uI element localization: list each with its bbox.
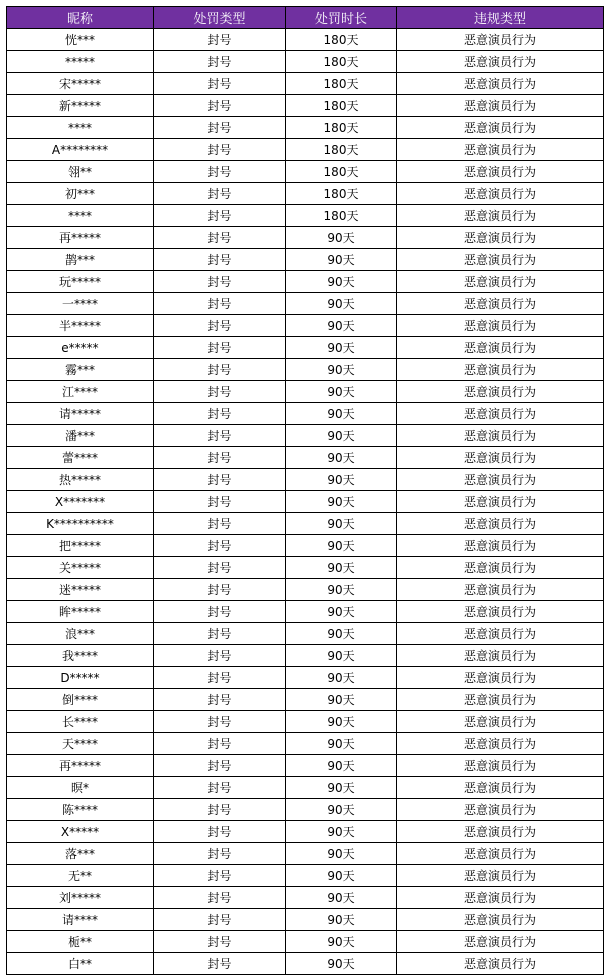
violation-type-cell: 恶意演员行为 xyxy=(397,843,604,865)
penalty-type-cell: 封号 xyxy=(154,51,286,73)
table-row xyxy=(7,469,604,491)
penalty-duration-cell: 180天 xyxy=(286,205,397,227)
nickname-cell: 翎** xyxy=(7,161,154,183)
violation-type-cell: 恶意演员行为 xyxy=(397,931,604,953)
nickname-cell: 迷***** xyxy=(7,579,154,601)
table-row xyxy=(7,645,604,667)
penalty-duration-cell: 90天 xyxy=(286,623,397,645)
penalty-duration-cell: 90天 xyxy=(286,953,397,975)
table-row xyxy=(7,117,604,139)
penalty-type-cell: 封号 xyxy=(154,623,286,645)
penalty-type-cell: 封号 xyxy=(154,799,286,821)
nickname-cell: 浪*** xyxy=(7,623,154,645)
violation-type-cell: 恶意演员行为 xyxy=(397,755,604,777)
violation-type-cell: 恶意演员行为 xyxy=(397,865,604,887)
penalty-duration-cell: 90天 xyxy=(286,535,397,557)
nickname-cell: 恍*** xyxy=(7,29,154,51)
table-row xyxy=(7,909,604,931)
table-row xyxy=(7,293,604,315)
nickname-cell: ***** xyxy=(7,51,154,73)
violation-type-cell: 恶意演员行为 xyxy=(397,293,604,315)
table-row xyxy=(7,249,604,271)
violation-type-cell: 恶意演员行为 xyxy=(397,777,604,799)
violation-type-cell: 恶意演员行为 xyxy=(397,425,604,447)
nickname-cell: 无** xyxy=(7,865,154,887)
penalty-duration-cell: 180天 xyxy=(286,73,397,95)
violation-type-cell: 恶意演员行为 xyxy=(397,601,604,623)
penalty-duration-cell: 90天 xyxy=(286,403,397,425)
penalty-type-cell: 封号 xyxy=(154,227,286,249)
violation-type-cell: 恶意演员行为 xyxy=(397,403,604,425)
penalty-duration-cell: 90天 xyxy=(286,843,397,865)
nickname-cell: 鹊*** xyxy=(7,249,154,271)
table-row xyxy=(7,535,604,557)
header-nickname: 昵称 xyxy=(7,7,154,29)
penalty-type-cell: 封号 xyxy=(154,381,286,403)
penalty-type-cell: 封号 xyxy=(154,865,286,887)
table-row xyxy=(7,623,604,645)
penalty-type-cell: 封号 xyxy=(154,447,286,469)
penalty-type-cell: 封号 xyxy=(154,139,286,161)
nickname-cell: 蕾**** xyxy=(7,447,154,469)
violation-type-cell: 恶意演员行为 xyxy=(397,29,604,51)
table-row xyxy=(7,315,604,337)
violation-type-cell: 恶意演员行为 xyxy=(397,623,604,645)
violation-type-cell: 恶意演员行为 xyxy=(397,513,604,535)
table-row xyxy=(7,205,604,227)
penalty-duration-cell: 90天 xyxy=(286,799,397,821)
penalty-type-cell: 封号 xyxy=(154,931,286,953)
nickname-cell: 落*** xyxy=(7,843,154,865)
table-body xyxy=(7,29,604,975)
penalty-type-cell: 封号 xyxy=(154,29,286,51)
table-row xyxy=(7,843,604,865)
violation-type-cell: 恶意演员行为 xyxy=(397,227,604,249)
nickname-cell: 再***** xyxy=(7,755,154,777)
nickname-cell: A******** xyxy=(7,139,154,161)
table-row xyxy=(7,513,604,535)
penalty-type-cell: 封号 xyxy=(154,579,286,601)
nickname-cell: 新***** xyxy=(7,95,154,117)
nickname-cell: 请***** xyxy=(7,403,154,425)
header-penalty-type: 处罚类型 xyxy=(154,7,286,29)
nickname-cell: 眸***** xyxy=(7,601,154,623)
penalty-duration-cell: 180天 xyxy=(286,29,397,51)
table-row xyxy=(7,953,604,975)
penalty-duration-cell: 90天 xyxy=(286,865,397,887)
table-row xyxy=(7,183,604,205)
nickname-cell: 刘***** xyxy=(7,887,154,909)
penalty-duration-cell: 90天 xyxy=(286,293,397,315)
penalty-duration-cell: 90天 xyxy=(286,359,397,381)
penalty-duration-cell: 180天 xyxy=(286,51,397,73)
violation-type-cell: 恶意演员行为 xyxy=(397,469,604,491)
table-row xyxy=(7,73,604,95)
penalty-duration-cell: 90天 xyxy=(286,821,397,843)
penalty-duration-cell: 90天 xyxy=(286,491,397,513)
violation-type-cell: 恶意演员行为 xyxy=(397,799,604,821)
table-row xyxy=(7,667,604,689)
nickname-cell: 热***** xyxy=(7,469,154,491)
nickname-cell: 半***** xyxy=(7,315,154,337)
nickname-cell: D***** xyxy=(7,667,154,689)
penalty-type-cell: 封号 xyxy=(154,953,286,975)
table-row xyxy=(7,711,604,733)
violation-type-cell: 恶意演员行为 xyxy=(397,953,604,975)
nickname-cell: e***** xyxy=(7,337,154,359)
nickname-cell: 栀** xyxy=(7,931,154,953)
penalty-duration-cell: 90天 xyxy=(286,931,397,953)
penalty-duration-cell: 90天 xyxy=(286,579,397,601)
penalty-duration-cell: 90天 xyxy=(286,711,397,733)
violation-type-cell: 恶意演员行为 xyxy=(397,183,604,205)
penalty-duration-cell: 90天 xyxy=(286,425,397,447)
penalty-duration-cell: 90天 xyxy=(286,315,397,337)
violation-type-cell: 恶意演员行为 xyxy=(397,117,604,139)
penalty-duration-cell: 90天 xyxy=(286,513,397,535)
penalty-duration-cell: 90天 xyxy=(286,469,397,491)
penalty-duration-cell: 90天 xyxy=(286,227,397,249)
table-row xyxy=(7,51,604,73)
violation-type-cell: 恶意演员行为 xyxy=(397,667,604,689)
table-row xyxy=(7,139,604,161)
violation-type-cell: 恶意演员行为 xyxy=(397,447,604,469)
penalty-duration-cell: 90天 xyxy=(286,909,397,931)
nickname-cell: 我**** xyxy=(7,645,154,667)
violation-type-cell: 恶意演员行为 xyxy=(397,73,604,95)
penalty-type-cell: 封号 xyxy=(154,491,286,513)
violation-type-cell: 恶意演员行为 xyxy=(397,557,604,579)
nickname-cell: **** xyxy=(7,205,154,227)
penalty-type-cell: 封号 xyxy=(154,425,286,447)
penalty-type-cell: 封号 xyxy=(154,755,286,777)
penalty-type-cell: 封号 xyxy=(154,117,286,139)
penalty-type-cell: 封号 xyxy=(154,271,286,293)
nickname-cell: 宋***** xyxy=(7,73,154,95)
nickname-cell: 白** xyxy=(7,953,154,975)
table-row xyxy=(7,931,604,953)
penalty-type-cell: 封号 xyxy=(154,601,286,623)
penalty-type-cell: 封号 xyxy=(154,183,286,205)
table-row xyxy=(7,403,604,425)
table-row xyxy=(7,161,604,183)
violation-type-cell: 恶意演员行为 xyxy=(397,51,604,73)
table-row xyxy=(7,381,604,403)
table-row xyxy=(7,447,604,469)
penalty-table-wrapper xyxy=(6,6,603,975)
penalty-type-cell: 封号 xyxy=(154,403,286,425)
table-row xyxy=(7,601,604,623)
penalty-type-cell: 封号 xyxy=(154,469,286,491)
table-row xyxy=(7,271,604,293)
penalty-type-cell: 封号 xyxy=(154,821,286,843)
violation-type-cell: 恶意演员行为 xyxy=(397,337,604,359)
header-penalty-duration: 处罚时长 xyxy=(286,7,397,29)
penalty-duration-cell: 90天 xyxy=(286,381,397,403)
nickname-cell: 请**** xyxy=(7,909,154,931)
violation-type-cell: 恶意演员行为 xyxy=(397,139,604,161)
table-row xyxy=(7,491,604,513)
violation-type-cell: 恶意演员行为 xyxy=(397,733,604,755)
violation-type-cell: 恶意演员行为 xyxy=(397,205,604,227)
violation-type-cell: 恶意演员行为 xyxy=(397,821,604,843)
penalty-type-cell: 封号 xyxy=(154,73,286,95)
nickname-cell: 天**** xyxy=(7,733,154,755)
nickname-cell: 关***** xyxy=(7,557,154,579)
table-row xyxy=(7,227,604,249)
table-row xyxy=(7,425,604,447)
nickname-cell: 陈**** xyxy=(7,799,154,821)
penalty-table xyxy=(6,6,604,975)
table-header-row xyxy=(7,7,604,29)
penalty-duration-cell: 180天 xyxy=(286,139,397,161)
nickname-cell: X***** xyxy=(7,821,154,843)
nickname-cell: 把***** xyxy=(7,535,154,557)
violation-type-cell: 恶意演员行为 xyxy=(397,271,604,293)
nickname-cell: X******* xyxy=(7,491,154,513)
penalty-duration-cell: 90天 xyxy=(286,667,397,689)
nickname-cell: K********** xyxy=(7,513,154,535)
table-row xyxy=(7,29,604,51)
penalty-type-cell: 封号 xyxy=(154,359,286,381)
penalty-type-cell: 封号 xyxy=(154,667,286,689)
penalty-type-cell: 封号 xyxy=(154,909,286,931)
penalty-type-cell: 封号 xyxy=(154,513,286,535)
table-row xyxy=(7,579,604,601)
nickname-cell: 倒**** xyxy=(7,689,154,711)
penalty-duration-cell: 90天 xyxy=(286,271,397,293)
penalty-duration-cell: 90天 xyxy=(286,645,397,667)
nickname-cell: **** xyxy=(7,117,154,139)
nickname-cell: 初*** xyxy=(7,183,154,205)
header-violation-type: 违规类型 xyxy=(397,7,604,29)
penalty-duration-cell: 90天 xyxy=(286,777,397,799)
penalty-duration-cell: 180天 xyxy=(286,95,397,117)
penalty-type-cell: 封号 xyxy=(154,689,286,711)
penalty-duration-cell: 90天 xyxy=(286,447,397,469)
penalty-duration-cell: 90天 xyxy=(286,755,397,777)
penalty-type-cell: 封号 xyxy=(154,535,286,557)
table-row xyxy=(7,799,604,821)
nickname-cell: 一**** xyxy=(7,293,154,315)
table-row xyxy=(7,689,604,711)
violation-type-cell: 恶意演员行为 xyxy=(397,579,604,601)
violation-type-cell: 恶意演员行为 xyxy=(397,249,604,271)
penalty-duration-cell: 90天 xyxy=(286,337,397,359)
violation-type-cell: 恶意演员行为 xyxy=(397,359,604,381)
penalty-duration-cell: 90天 xyxy=(286,557,397,579)
violation-type-cell: 恶意演员行为 xyxy=(397,491,604,513)
violation-type-cell: 恶意演员行为 xyxy=(397,645,604,667)
penalty-type-cell: 封号 xyxy=(154,733,286,755)
penalty-duration-cell: 90天 xyxy=(286,733,397,755)
violation-type-cell: 恶意演员行为 xyxy=(397,909,604,931)
violation-type-cell: 恶意演员行为 xyxy=(397,689,604,711)
penalty-type-cell: 封号 xyxy=(154,161,286,183)
penalty-type-cell: 封号 xyxy=(154,205,286,227)
violation-type-cell: 恶意演员行为 xyxy=(397,315,604,337)
table-row xyxy=(7,755,604,777)
penalty-duration-cell: 180天 xyxy=(286,161,397,183)
nickname-cell: 霧*** xyxy=(7,359,154,381)
table-row xyxy=(7,337,604,359)
penalty-type-cell: 封号 xyxy=(154,315,286,337)
penalty-duration-cell: 90天 xyxy=(286,887,397,909)
penalty-type-cell: 封号 xyxy=(154,645,286,667)
table-row xyxy=(7,733,604,755)
nickname-cell: 再***** xyxy=(7,227,154,249)
nickname-cell: 江**** xyxy=(7,381,154,403)
table-row xyxy=(7,557,604,579)
violation-type-cell: 恶意演员行为 xyxy=(397,381,604,403)
penalty-duration-cell: 90天 xyxy=(286,601,397,623)
table-row xyxy=(7,777,604,799)
table-row xyxy=(7,887,604,909)
penalty-duration-cell: 180天 xyxy=(286,183,397,205)
violation-type-cell: 恶意演员行为 xyxy=(397,535,604,557)
nickname-cell: 玩***** xyxy=(7,271,154,293)
penalty-duration-cell: 90天 xyxy=(286,249,397,271)
nickname-cell: 潘*** xyxy=(7,425,154,447)
penalty-type-cell: 封号 xyxy=(154,95,286,117)
penalty-type-cell: 封号 xyxy=(154,887,286,909)
violation-type-cell: 恶意演员行为 xyxy=(397,161,604,183)
penalty-duration-cell: 90天 xyxy=(286,689,397,711)
table-row xyxy=(7,95,604,117)
penalty-type-cell: 封号 xyxy=(154,337,286,359)
penalty-type-cell: 封号 xyxy=(154,557,286,579)
penalty-type-cell: 封号 xyxy=(154,249,286,271)
nickname-cell: 暝* xyxy=(7,777,154,799)
table-row xyxy=(7,865,604,887)
nickname-cell: 长**** xyxy=(7,711,154,733)
penalty-type-cell: 封号 xyxy=(154,293,286,315)
penalty-type-cell: 封号 xyxy=(154,777,286,799)
violation-type-cell: 恶意演员行为 xyxy=(397,711,604,733)
table-row xyxy=(7,821,604,843)
violation-type-cell: 恶意演员行为 xyxy=(397,95,604,117)
penalty-type-cell: 封号 xyxy=(154,843,286,865)
penalty-duration-cell: 180天 xyxy=(286,117,397,139)
penalty-type-cell: 封号 xyxy=(154,711,286,733)
table-row xyxy=(7,359,604,381)
violation-type-cell: 恶意演员行为 xyxy=(397,887,604,909)
